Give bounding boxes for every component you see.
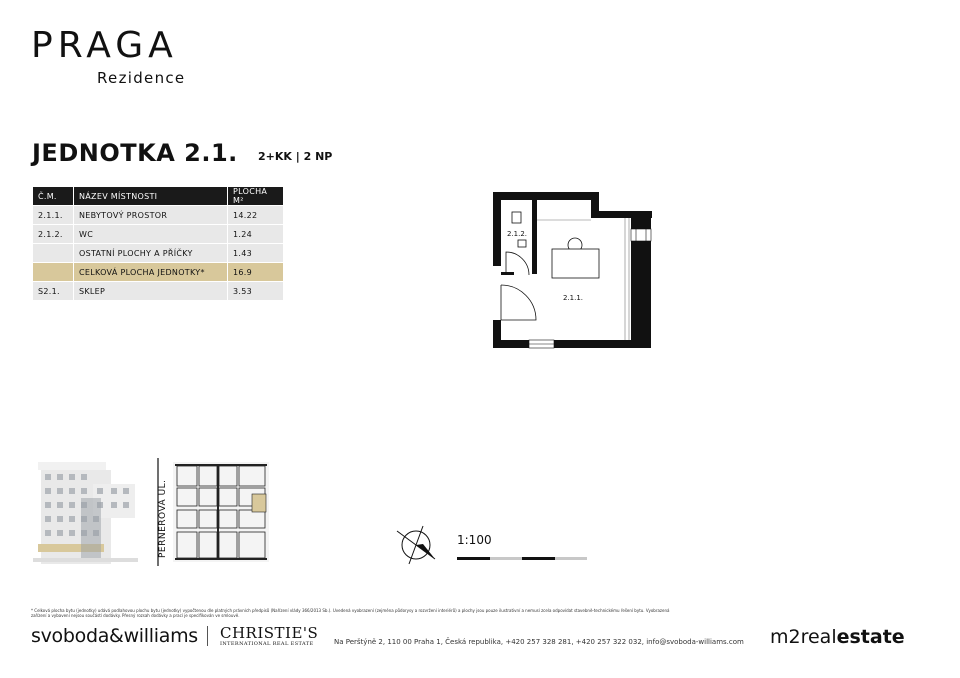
room-table xyxy=(33,187,283,300)
divider xyxy=(207,626,208,646)
m2realestate-logo xyxy=(770,626,905,648)
cell-name: OSTATNÍ PLOCHY A PŘÍČKY xyxy=(74,243,228,262)
cell-area: 1.24 xyxy=(228,224,283,243)
cell-area: 14.22 xyxy=(228,205,283,224)
street-label: PERNEROVA UL. xyxy=(158,479,168,558)
room-label-wc: 2.1.2. xyxy=(507,230,528,238)
cell-id xyxy=(33,243,74,262)
table-header-row xyxy=(33,187,283,205)
cell-area: 1.43 xyxy=(228,243,283,262)
cell-area: 3.53 xyxy=(228,281,283,300)
wall xyxy=(493,192,599,200)
cell-id: 2.1.2. xyxy=(33,224,74,243)
wall xyxy=(631,211,651,229)
wall xyxy=(631,241,651,311)
wall xyxy=(493,192,501,266)
cell-id: 2.1.1. xyxy=(33,205,74,224)
window xyxy=(631,229,651,241)
brand-subtitle: Rezidence xyxy=(97,69,186,87)
wall xyxy=(493,340,529,348)
table-row xyxy=(33,224,283,243)
footnote: * Celková plocha bytu (jednotky) udává podlahovou plochu bytu (jednotky) vypočtenou dle platných právních předpisů (Nařízení vlády 366/2013 Sb.). Uvedená vyobrazení (zejména půdorysy a rozvržení interiérů) a plochy jsou pouze ilustrativní a nemusí zcela odpovídat stavebně-technickému řešení bytu. Vyobrazená zařízení a vybavení nejsou součástí dodávky. Přesný rozsah dodávky a prací je specifikován ve smlouvě. xyxy=(31,608,670,618)
door-swing xyxy=(506,252,529,275)
room-label-main: 2.1.1. xyxy=(563,294,584,302)
wall xyxy=(501,272,514,275)
scale-bar xyxy=(457,557,587,560)
unit-title: JEDNOTKA 2.1. xyxy=(32,139,238,167)
cell-area: 16.9 xyxy=(228,262,283,281)
cell-name: WC xyxy=(74,224,228,243)
cell-name: CELKOVÁ PLOCHA JEDNOTKY* xyxy=(74,262,228,281)
cell-name: SKLEP xyxy=(74,281,228,300)
unit-meta: 2+KK | 2 NP xyxy=(258,150,333,163)
site-plan-image xyxy=(155,456,275,568)
contact-address: Na Perštýně 2, 110 00 Praha 1, Česká republika, +420 257 328 281, +420 257 322 032, info@svoboda-williams.com xyxy=(334,638,744,646)
wall xyxy=(554,340,651,348)
compass-icon xyxy=(393,522,439,568)
m2-logo-bold: estate xyxy=(836,626,905,648)
unit-highlight xyxy=(252,494,266,512)
christies-logo: CHRISTIE'S xyxy=(220,624,319,642)
table-icon xyxy=(552,249,599,278)
m2-logo-light: m2real xyxy=(770,626,837,648)
cell-id: S2.1. xyxy=(33,281,74,300)
table-row xyxy=(33,205,283,224)
scale-label: 1:100 xyxy=(457,533,492,547)
col-header-name: NÁZEV MÍSTNOSTI xyxy=(74,187,228,205)
door-swing xyxy=(501,285,536,320)
sink-icon xyxy=(518,240,526,247)
floor-plan xyxy=(490,190,655,350)
table-row xyxy=(33,281,283,300)
col-header-area: PLOCHA M² xyxy=(228,187,283,205)
wall xyxy=(532,200,537,274)
svoboda-williams-logo: svoboda&williams xyxy=(31,625,198,647)
cell-name: NEBYTOVÝ PROSTOR xyxy=(74,205,228,224)
table-row-total xyxy=(33,262,283,281)
col-header-id: Č.M. xyxy=(33,187,74,205)
toilet-icon xyxy=(512,212,521,223)
christies-subtitle: INTERNATIONAL REAL ESTATE xyxy=(220,641,314,647)
table-row xyxy=(33,243,283,262)
brand-title: PRAGA xyxy=(31,25,178,66)
building-facade-image xyxy=(33,458,138,566)
cell-id xyxy=(33,262,74,281)
